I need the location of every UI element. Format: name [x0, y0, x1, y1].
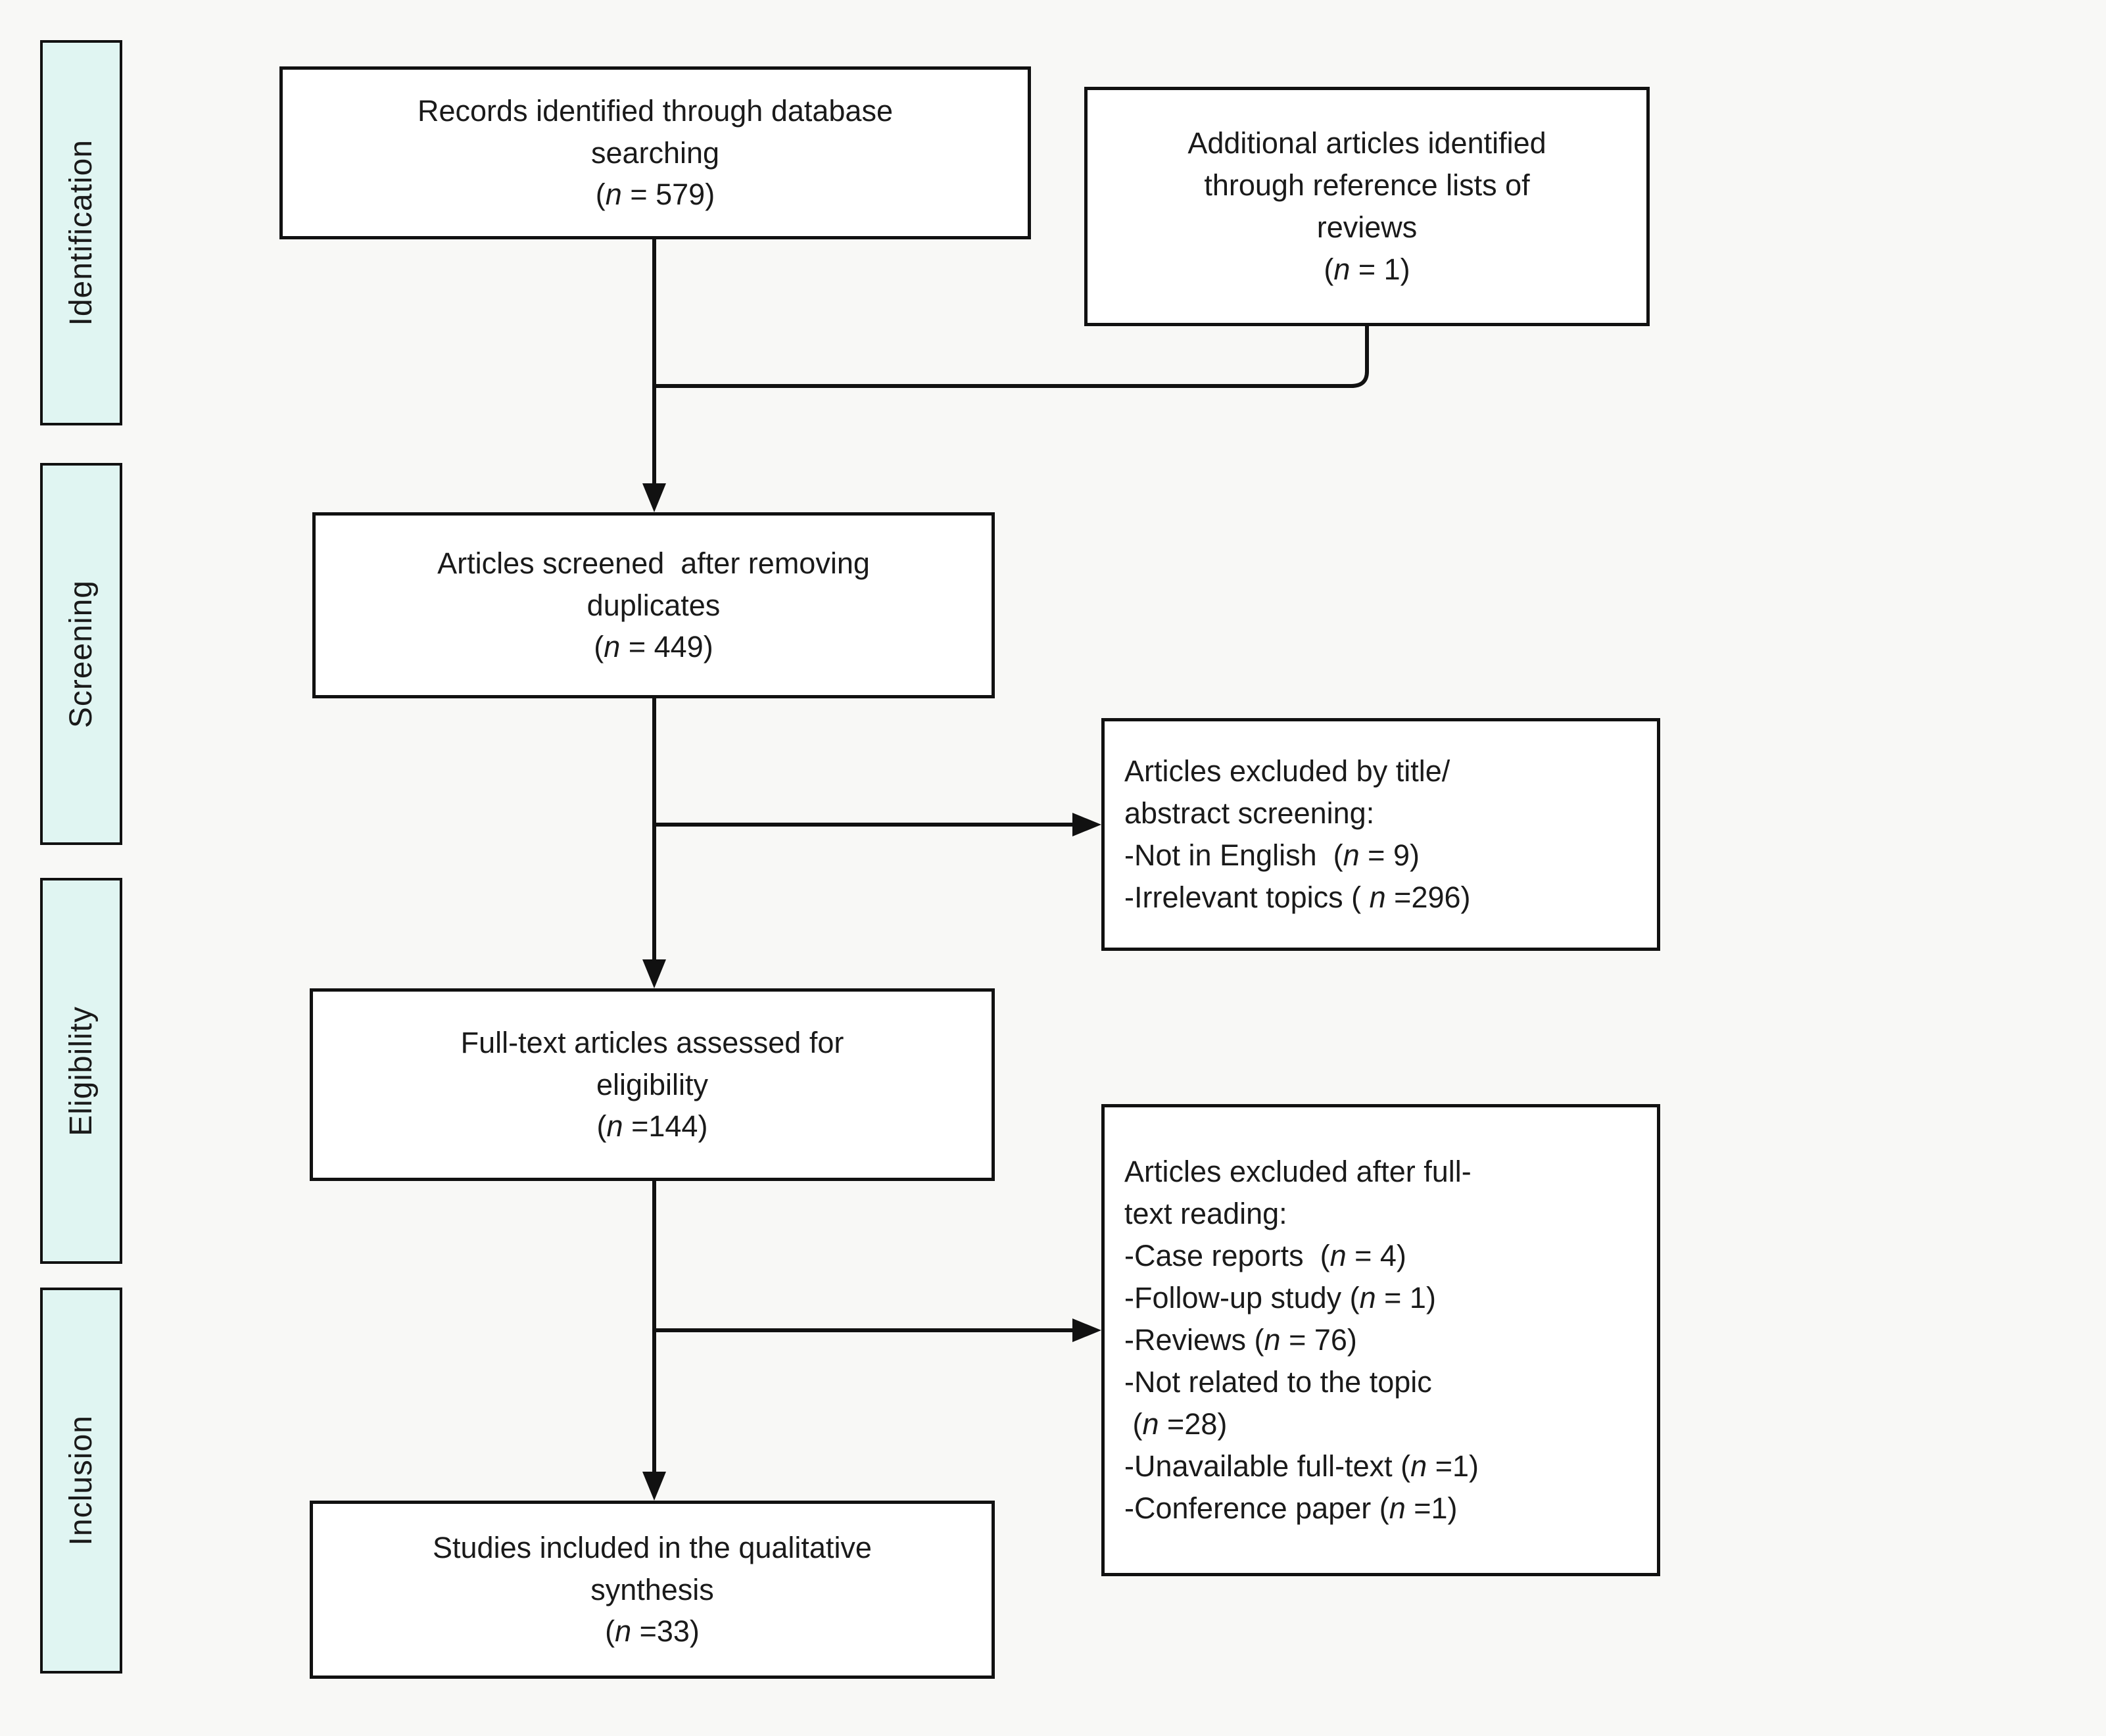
box-text-line: (n = 1) [1324, 252, 1410, 286]
stage-label-screening [40, 463, 122, 845]
box-text-line: Full-text articles assessed for [460, 1025, 844, 1059]
box-records-identified [279, 66, 1031, 239]
box-text-line: -Case reports (n = 4) [1124, 1239, 1406, 1273]
box-text-line: reviews [1316, 210, 1418, 244]
box-excluded-fulltext [1101, 1104, 1660, 1576]
box-text-line: eligibility [596, 1067, 709, 1101]
box-text-line: -Not in English (n = 9) [1124, 838, 1420, 872]
box-additional-articles [1084, 87, 1650, 326]
box-text-line: duplicates [586, 588, 721, 622]
box-text-line: Articles excluded after full- [1124, 1155, 1472, 1189]
box-text-line: (n = 449) [594, 630, 713, 664]
stage-label-identification [40, 40, 122, 425]
box-text-line: -Follow-up study (n = 1) [1124, 1281, 1436, 1315]
arrowhead-down-screened [642, 483, 666, 512]
box-text-line: Studies included in the qualitative [433, 1530, 872, 1564]
stage-label-text: Inclusion [64, 1415, 99, 1546]
box-text-line: -Irrelevant topics ( n =296) [1124, 880, 1471, 914]
arrowhead-down-fulltext [642, 959, 666, 988]
box-text-line: Records identified through database [418, 93, 893, 128]
box-text-line: (n =144) [596, 1109, 708, 1144]
box-text-line: Articles excluded by title/ [1124, 754, 1450, 788]
connector-additional-elbow [654, 326, 1367, 386]
box-text-line: searching [590, 135, 720, 170]
box-text-line: through reference lists of [1204, 168, 1530, 203]
stage-label-inclusion [40, 1288, 122, 1674]
box-text-line: -Unavailable full-text (n =1) [1124, 1449, 1479, 1483]
arrowhead-down-included [642, 1472, 666, 1501]
box-text-line: abstract screening: [1124, 796, 1375, 831]
box-fulltext-assessed [310, 988, 995, 1181]
stage-label-text: Identification [64, 139, 99, 326]
box-text-line: -Conference paper (n =1) [1124, 1491, 1458, 1525]
stage-label-text: Screening [64, 579, 99, 729]
box-text-line: (n =28) [1124, 1407, 1228, 1441]
stage-label-text: Eligibility [64, 1005, 99, 1136]
box-text-line: -Reviews (n = 76) [1124, 1323, 1357, 1357]
box-text-line: (n =33) [605, 1614, 700, 1649]
box-text-line: (n = 579) [595, 178, 715, 212]
box-text-line: Articles screened after removing [437, 546, 870, 580]
arrowhead-right-excluded-ft [1072, 1318, 1101, 1342]
box-text-line: text reading: [1124, 1197, 1287, 1231]
box-studies-included [310, 1501, 995, 1679]
box-excluded-title-abstract [1101, 718, 1660, 951]
box-text-line: synthesis [590, 1572, 714, 1606]
box-text-line: -Not related to the topic [1124, 1364, 1432, 1399]
stage-label-eligibility [40, 878, 122, 1264]
box-text-line: Additional articles identified [1187, 126, 1546, 160]
box-articles-screened [312, 512, 995, 698]
arrowhead-right-excluded-ta [1072, 813, 1101, 836]
